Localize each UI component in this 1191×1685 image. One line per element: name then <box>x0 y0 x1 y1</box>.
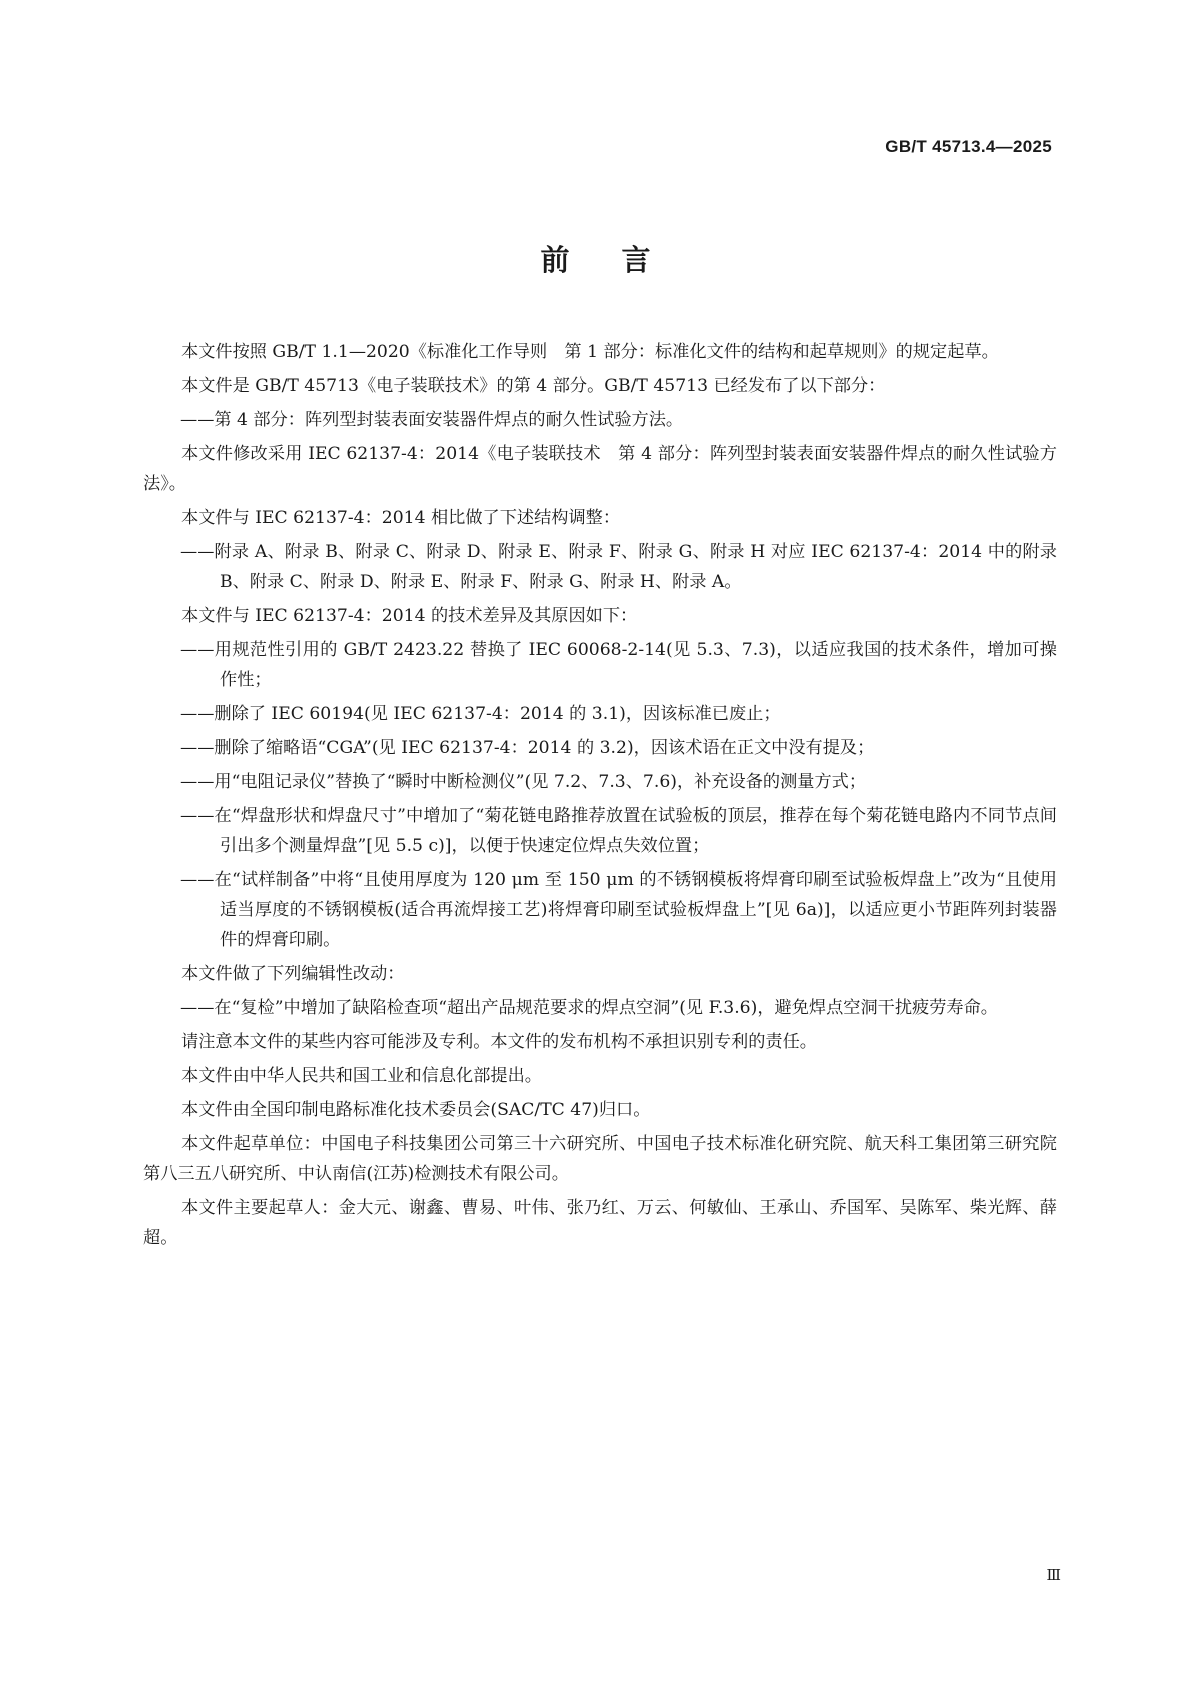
paragraph: 本文件主要起草人：金大元、谢鑫、曹易、叶伟、张乃红、万云、何敏仙、王承山、乔国军、吴陈军、柴光辉、薛超。 <box>143 1198 1057 1248</box>
list-item: ——附录 A、附录 B、附录 C、附录 D、附录 E、附录 F、附录 G、附录 H 对应 IEC 62137-4：2014 中的附录 B、附录 C、附录 D、附录 E、附录 F、附录 G、附录 H、附录 A。 <box>180 542 1057 592</box>
list-item: ——删除了缩略语“CGA”(见 IEC 62137-4：2014 的 3.2)，因该术语在正文中没有提及； <box>180 738 875 758</box>
paragraph: 本文件做了下列编辑性改动： <box>181 964 405 984</box>
page-number: Ⅲ <box>1046 1566 1061 1584</box>
list-item: ——第 4 部分：阵列型封装表面安装器件焊点的耐久性试验方法。 <box>180 410 684 430</box>
list-item: ——在“试样制备”中将“且使用厚度为 120 μm 至 150 μm 的不锈钢模板将焊膏印刷至试验板焊盘上”改为“且使用适当厚度的不锈钢模板(适合再流焊接工艺)将焊膏印刷至试验板焊盘上”[见 6a)]，以适应更小节距阵列封装器件的焊膏印刷。 <box>180 870 1057 950</box>
paragraph: 本文件修改采用 IEC 62137-4：2014《电子装联技术 第 4 部分：阵列型封装表面安装器件焊点的耐久性试验方法》。 <box>143 444 1057 494</box>
paragraph: 本文件与 IEC 62137-4：2014 相比做了下述结构调整： <box>181 508 621 528</box>
list-item: ——在“复检”中增加了缺陷检查项“超出产品规范要求的焊点空洞”(见 F.3.6)，避免焊点空洞干扰疲劳寿命。 <box>180 998 998 1018</box>
standard-number: GB/T 45713.4—2025 <box>885 137 1052 156</box>
list-item: ——用“电阻记录仪”替换了“瞬时中断检测仪”(见 7.2、7.3、7.6)，补充设备的测量方式； <box>180 772 867 792</box>
paragraph: 本文件起草单位：中国电子科技集团公司第三十六研究所、中国电子技术标准化研究院、航天科工集团第三研究院第八三五八研究所、中认南信(江苏)检测技术有限公司。 <box>143 1134 1057 1184</box>
foreword-body <box>143 337 1057 1257</box>
paragraph: 本文件是 GB/T 45713《电子装联技术》的第 4 部分。GB/T 45713 已经发布了以下部分： <box>181 376 886 396</box>
paragraph: 本文件与 IEC 62137-4：2014 的技术差异及其原因如下： <box>181 606 638 626</box>
paragraph: 本文件由中华人民共和国工业和信息化部提出。 <box>181 1066 542 1086</box>
list-item: ——删除了 IEC 60194(见 IEC 62137-4：2014 的 3.1)，因该标准已废止； <box>180 704 781 724</box>
list-item: ——用规范性引用的 GB/T 2423.22 替换了 IEC 60068-2-14(见 5.3、7.3)，以适应我国的技术条件，增加可操作性； <box>180 640 1057 690</box>
paragraph: 请注意本文件的某些内容可能涉及专利。本文件的发布机构不承担识别专利的责任。 <box>181 1032 817 1052</box>
page-title: 前言 <box>540 243 703 277</box>
list-item: ——在“焊盘形状和焊盘尺寸”中增加了“菊花链电路推荐放置在试验板的顶层，推荐在每个菊花链电路内不同节点间引出多个测量焊盘”[见 5.5 c)]，以便于快速定位焊点失效位置； <box>180 806 1057 856</box>
paragraph: 本文件由全国印制电路标准化技术委员会(SAC/TC 47)归口。 <box>181 1100 651 1120</box>
paragraph: 本文件按照 GB/T 1.1—2020《标准化工作导则 第 1 部分：标准化文件的结构和起草规则》的规定起草。 <box>181 342 999 362</box>
